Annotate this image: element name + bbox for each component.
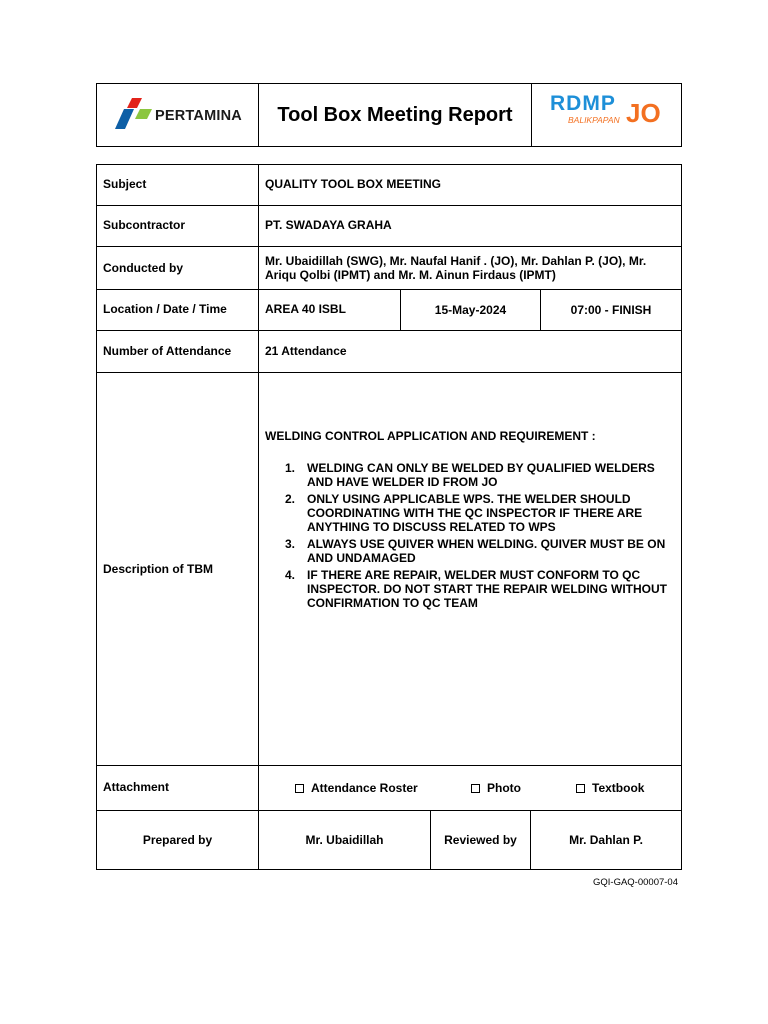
description-list [285, 461, 675, 613]
attendance-value: 21 Attendance [265, 344, 347, 358]
conducted-by-value: Mr. Ubaidillah (SWG), Mr. Naufal Hanif . (JO), Mr. Dahlan P. (JO), Mr. Ariqu Qolbi (IPMT) and Mr. M. Ainun Firdaus (IPMT) [265, 254, 647, 282]
rdmp-logo-subtext: BALIKPAPAN [568, 115, 620, 125]
attachment-label: Attachment [103, 780, 170, 794]
description-heading: WELDING CONTROL APPLICATION AND REQUIREMENT : [265, 429, 596, 443]
document-code: GQI-GAQ-00007-04 [592, 877, 678, 888]
attachment-option-attendance-roster[interactable]: Attendance Roster [295, 781, 418, 795]
checkbox-icon[interactable] [576, 784, 585, 793]
row-divider [96, 246, 682, 247]
label-column-divider [258, 164, 259, 810]
reviewed-by-label: Reviewed by [444, 833, 517, 847]
page-title: Tool Box Meeting Report [277, 103, 513, 126]
attendance-label: Number of Attendance [103, 344, 232, 358]
list-item: 2. ONLY USING APPLICABLE WPS. THE WELDER SHOULD COORDINATING WITH THE QC INSPECTOR IF THERE ARE ANYTHING TO DISCUSS RELATED TO WPS [285, 492, 643, 534]
reviewed-by-name: Mr. Dahlan P. [569, 833, 643, 847]
prepared-by-label: Prepared by [142, 833, 213, 847]
prepared-by-name: Mr. Ubaidillah [305, 833, 384, 847]
jo-logo-text: JO [626, 98, 661, 128]
checkbox-icon[interactable] [295, 784, 304, 793]
row-divider [96, 372, 682, 373]
time-value: 07:00 - FINISH [570, 302, 652, 317]
location-date-time-label: Location / Date / Time [103, 302, 227, 316]
attachment-option-photo[interactable]: Photo [471, 781, 521, 795]
list-item: 4. IF THERE ARE REPAIR, WELDER MUST CONFORM TO QC INSPECTOR. DO NOT START THE REPAIR WELDING WITHOUT CONFIRMATION TO QC TEAM [285, 568, 667, 610]
list-item: 1. WELDING CAN ONLY BE WELDED BY QUALIFIED WELDERS AND HAVE WELDER ID FROM JO [285, 461, 655, 489]
subcontractor-label: Subcontractor [103, 218, 186, 232]
list-item: 3. ALWAYS USE QUIVER WHEN WELDING. QUIVER MUST BE ON AND UNDAMAGED [285, 537, 666, 565]
location-value: AREA 40 ISBL [265, 302, 346, 316]
company-name: PERTAMINA [155, 108, 242, 124]
description-label: Description of TBM [103, 562, 213, 576]
header-divider [531, 83, 532, 147]
row-divider [96, 205, 682, 206]
subject-label: Subject [103, 177, 147, 191]
checkbox-icon[interactable] [471, 784, 480, 793]
conducted-by-label: Conducted by [103, 261, 183, 275]
date-value: 15-May-2024 [434, 302, 507, 317]
rdmp-jo-logo [546, 94, 666, 134]
attachment-option-textbook[interactable]: Textbook [576, 781, 644, 795]
row-divider [96, 765, 682, 766]
rdmp-logo-text: RDMP [550, 92, 616, 115]
subcontractor-value: PT. SWADAYA GRAHA [265, 218, 392, 232]
row-divider [96, 330, 682, 331]
subject-value: QUALITY TOOL BOX MEETING [265, 177, 442, 191]
